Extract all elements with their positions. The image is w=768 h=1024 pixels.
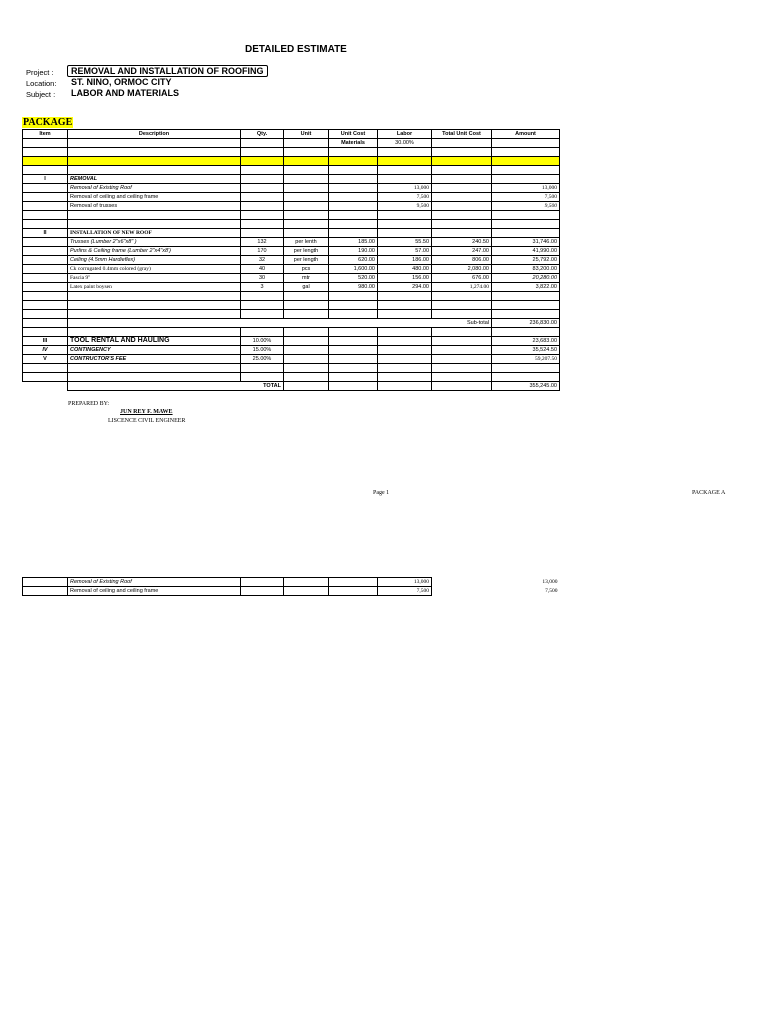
header-unit-cost: Unit Cost: [329, 130, 378, 139]
row-description: Ceiling (4.5mm Hardieflex): [68, 256, 241, 265]
table-row: [23, 587, 560, 596]
prepared-by-label: PREPARED BY:: [68, 401, 110, 407]
extra-row-contractor-fee: [23, 355, 560, 364]
section-heading: INSTALLATION OF NEW ROOF: [68, 229, 241, 238]
extra-percent: 15.00%: [241, 346, 284, 355]
header-unit: Unit: [284, 130, 329, 139]
blank-row: [23, 301, 560, 310]
extra-amount: 35,524.50: [492, 346, 560, 355]
table-row: [23, 193, 560, 202]
row-unit: per length: [284, 247, 329, 256]
table-row: [23, 256, 560, 265]
subtotal-amount: 236,830.00: [492, 319, 560, 328]
subheader-row: [23, 139, 560, 148]
row-amount: 7,500: [545, 588, 558, 594]
row-amount: 31,746.00: [492, 238, 560, 247]
extra-table: [22, 577, 560, 596]
row-description: Latex paint boysen: [68, 283, 241, 292]
row-amount: 3,822.00: [492, 283, 560, 292]
header-labor: Labor: [378, 130, 432, 139]
row-qty: 170: [241, 247, 284, 256]
row-amount: 7,500: [492, 193, 560, 202]
extra-amount: 23,683.00: [492, 337, 560, 346]
row-materials: 980.00: [329, 283, 378, 292]
section-row-removal: [23, 175, 560, 184]
row-qty: 40: [241, 265, 284, 274]
table-row: [23, 578, 560, 587]
location-value: ST. NINO, ORMOC CITY: [71, 77, 172, 87]
total-label: TOTAL: [68, 382, 284, 391]
extra-item-number: IV: [23, 346, 68, 355]
blank-row: [23, 166, 560, 175]
row-amount: 25,792.00: [492, 256, 560, 265]
row-labor: 186.00: [378, 256, 432, 265]
table-row: [23, 265, 560, 274]
total-row: [23, 382, 560, 391]
estimate-table: [22, 129, 560, 391]
header-qty: Qty.: [241, 130, 284, 139]
row-total-unit-cost: 806.00: [432, 256, 492, 265]
extra-amount: 59,207.50: [492, 355, 560, 364]
blank-row: [23, 211, 560, 220]
engineer-name: JUN REY F. MAWE: [120, 409, 173, 415]
row-unit: per lenth: [284, 238, 329, 247]
row-qty: 132: [241, 238, 284, 247]
row-unit: per length: [284, 256, 329, 265]
table-row: [23, 274, 560, 283]
header-materials: Materials: [329, 139, 378, 148]
row-total-unit-cost: 2,080.00: [432, 265, 492, 274]
row-amount: 13,000: [492, 184, 560, 193]
blank-row: [23, 148, 560, 157]
row-total-unit-cost: 676.00: [432, 274, 492, 283]
page-number: Page 1: [373, 490, 390, 496]
subject-label: Subject :: [26, 90, 56, 99]
row-materials: 190.00: [329, 247, 378, 256]
subtotal-row: [23, 319, 560, 328]
row-total-unit-cost: 1,274.00: [432, 283, 492, 292]
row-unit: gal: [284, 283, 329, 292]
row-description: Removal of ceiling and ceiling frame: [68, 587, 241, 596]
document-title: DETAILED ESTIMATE: [245, 44, 347, 55]
project-value: REMOVAL AND INSTALLATION OF ROOFING: [67, 65, 268, 77]
row-amount: 13,000: [542, 579, 558, 585]
row-qty: 3: [241, 283, 284, 292]
row-description: Ck corrugated 0.4mm colored (gray): [68, 265, 241, 274]
header-description: Description: [68, 130, 241, 139]
row-amount: 41,990.00: [492, 247, 560, 256]
extra-percent: 10.00%: [241, 337, 284, 346]
section-item-number: II: [23, 229, 68, 238]
row-labor: 9,500: [378, 202, 432, 211]
extra-percent: 25.00%: [241, 355, 284, 364]
extra-item-number: III: [23, 337, 68, 346]
blank-row: [23, 292, 560, 301]
section-item-number: I: [23, 175, 68, 184]
extra-row-contingency: [23, 346, 560, 355]
row-labor: 13,000: [378, 578, 432, 587]
row-qty: 30: [241, 274, 284, 283]
row-total-unit-cost: 240.50: [432, 238, 492, 247]
project-label: Project :: [26, 68, 54, 77]
blank-row: [23, 364, 560, 373]
blank-row: [23, 310, 560, 319]
section-heading: REMOVAL: [68, 175, 241, 184]
row-unit: pcs: [284, 265, 329, 274]
row-materials: 520.00: [329, 274, 378, 283]
table-row: [23, 202, 560, 211]
package-label: PACKAGE: [23, 117, 73, 128]
subject-value: LABOR AND MATERIALS: [71, 88, 179, 98]
header-item: Item: [23, 130, 68, 139]
package-footer: PACKAGE A: [692, 490, 726, 496]
row-amount: 9,500: [492, 202, 560, 211]
row-materials: 185.00: [329, 238, 378, 247]
engineer-title: LISCENCE CIVIL ENGINEER: [108, 418, 186, 424]
table-row: [23, 247, 560, 256]
total-amount: 355,245.00: [492, 382, 560, 391]
extra-description: CONTINGENCY: [68, 346, 241, 355]
row-labor: 57.00: [378, 247, 432, 256]
extra-description: TOOL RENTAL AND HAULING: [68, 337, 241, 346]
header-row: [23, 130, 560, 139]
row-labor: 156.00: [378, 274, 432, 283]
row-materials: 1,600.00: [329, 265, 378, 274]
row-labor: 7,500: [378, 587, 432, 596]
extra-description: CONTRUCTOR'S FEE: [68, 355, 241, 364]
row-description: Purlins & Ceiling frame (Lumber 2"x4"x8'): [68, 247, 241, 256]
row-description: Removal of trusses: [68, 202, 241, 211]
row-qty: 32: [241, 256, 284, 265]
header-labor-percent: 30.00%: [378, 139, 432, 148]
row-labor: 13,000: [378, 184, 432, 193]
row-amount: 83,200.00: [492, 265, 560, 274]
extra-row-tool-rental: [23, 337, 560, 346]
row-labor: 7,500: [378, 193, 432, 202]
row-labor: 480.00: [378, 265, 432, 274]
row-description: Fascia 9": [68, 274, 241, 283]
row-labor: 55.50: [378, 238, 432, 247]
header-total-unit-cost: Total Unit Cost: [432, 130, 492, 139]
subtotal-label: Sub-total: [68, 319, 492, 328]
row-description: Trusses (Lumber 2"x6"x8" ): [68, 238, 241, 247]
section-row-installation: [23, 229, 560, 238]
extra-item-number: V: [23, 355, 68, 364]
row-materials: 620.00: [329, 256, 378, 265]
table-row: [23, 184, 560, 193]
header-amount: Amount: [492, 130, 560, 139]
table-row: [23, 238, 560, 247]
row-description: Removal of Existing Roof: [68, 578, 241, 587]
blank-row: [23, 220, 560, 229]
blank-row: [23, 373, 560, 382]
blank-row: [23, 328, 560, 337]
row-description: Removal of Existing Roof: [68, 184, 241, 193]
row-unit: mtr: [284, 274, 329, 283]
row-amount: 20,280.00: [492, 274, 560, 283]
row-labor: 294.00: [378, 283, 432, 292]
row-description: Removal of ceiling and ceiling frame: [68, 193, 241, 202]
highlight-row: [23, 157, 560, 166]
table-row: [23, 283, 560, 292]
row-total-unit-cost: 247.00: [432, 247, 492, 256]
location-label: Location:: [26, 79, 57, 88]
